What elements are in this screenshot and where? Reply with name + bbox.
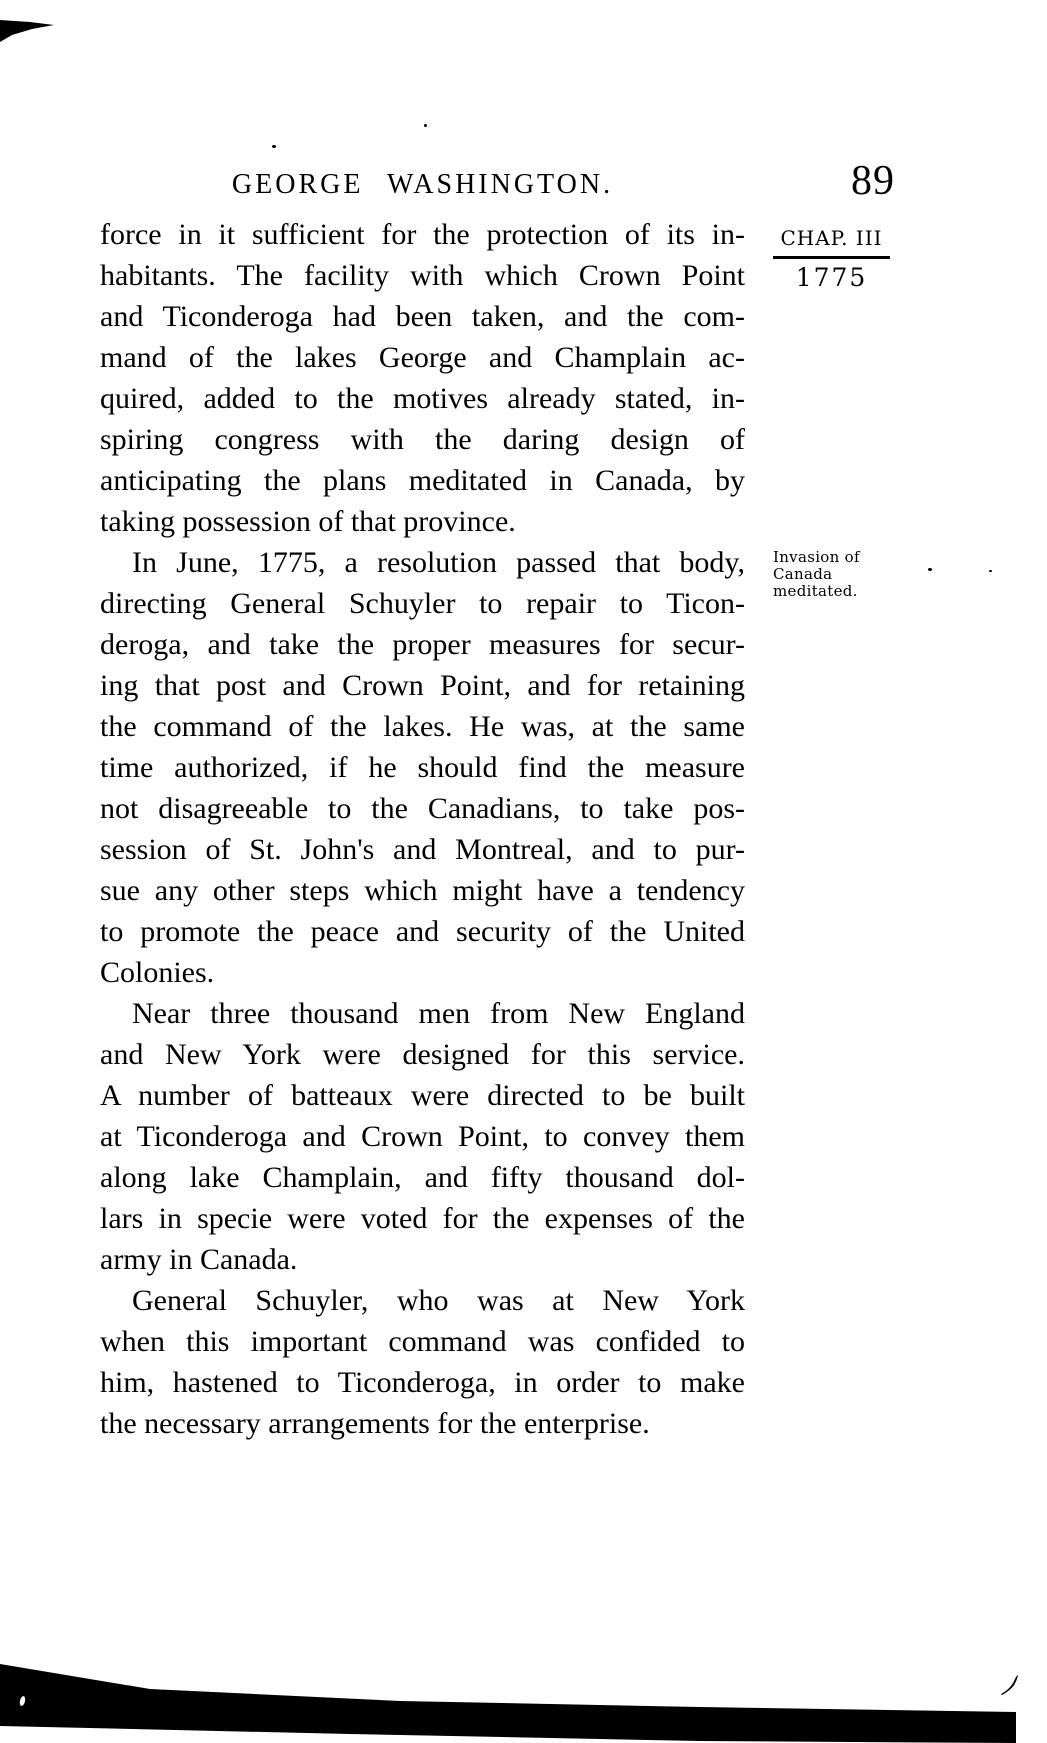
text-line: directing General Schuyler to repair to Ticon- [100, 587, 745, 620]
chapter-year: 1775 [795, 263, 868, 292]
text-line: not disagreeable to the Canadians, to take pos- [100, 792, 745, 825]
chapter-rule [773, 256, 890, 259]
ink-speck [272, 145, 276, 148]
page-body-text [100, 214, 745, 1444]
text-line: taking possession of that province. [100, 505, 516, 538]
text-line: along lake Champlain, and fifty thousand dol- [100, 1161, 745, 1194]
text-line: anticipating the plans meditated in Canada, by [100, 464, 745, 497]
text-line: ing that post and Crown Point, and for retaining [100, 669, 745, 702]
text-line: army in Canada. [100, 1243, 298, 1276]
text-line: and New York were designed for this service. [100, 1038, 745, 1071]
pen-mark [1001, 1675, 1019, 1696]
margin-note-line: Canada [773, 565, 833, 583]
text-line: and Ticonderoga had been taken, and the com- [100, 300, 745, 333]
ink-speck [424, 124, 427, 127]
margin-note-line: Invasion of [773, 548, 860, 566]
text-line: him, hastened to Ticonderoga, in order to make [100, 1366, 745, 1399]
margin-note [773, 549, 888, 600]
text-line: Near three thousand men from New England [132, 997, 745, 1030]
ink-speck [989, 570, 992, 572]
text-line: at Ticonderoga and Crown Point, to convey them [100, 1120, 745, 1153]
text-line: the necessary arrangements for the enterprise. [100, 1407, 650, 1440]
margin-note-line: meditated. [773, 582, 858, 600]
text-line: In June, 1775, a resolution passed that body, [132, 546, 745, 579]
text-line: time authorized, if he should find the measure [100, 751, 745, 784]
text-line: General Schuyler, who was at New York [132, 1284, 745, 1317]
text-line: lars in specie were voted for the expenses of the [100, 1202, 745, 1235]
text-line: session of St. John's and Montreal, and to pur- [100, 833, 745, 866]
page-number: 89 [851, 158, 895, 204]
text-line: deroga, and take the proper measures for secur- [100, 628, 745, 661]
text-line: the command of the lakes. He was, at the same [100, 710, 745, 743]
text-line: spiring congress with the daring design of [100, 423, 745, 456]
text-line: when this important command was confided to [100, 1325, 745, 1358]
text-line: sue any other steps which might have a tendency [100, 874, 745, 907]
text-line: to promote the peace and security of the United [100, 915, 745, 948]
text-line: A number of batteaux were directed to be built [100, 1079, 745, 1112]
chapter-label: CHAP. III [780, 226, 883, 250]
running-header: GEORGE WASHINGTON. [231, 169, 614, 200]
text-line: mand of the lakes George and Champlain ac- [100, 341, 745, 374]
text-line: habitants. The facility with which Crown Point [100, 259, 745, 292]
ink-speck [928, 568, 932, 571]
scan-corner-artifact [0, 19, 54, 43]
text-line: Colonies. [100, 956, 215, 989]
chapter-heading-block [773, 227, 890, 291]
text-line: quired, added to the motives already stated, in- [100, 382, 745, 415]
text-line: force in it sufficient for the protection of its in- [100, 218, 745, 251]
